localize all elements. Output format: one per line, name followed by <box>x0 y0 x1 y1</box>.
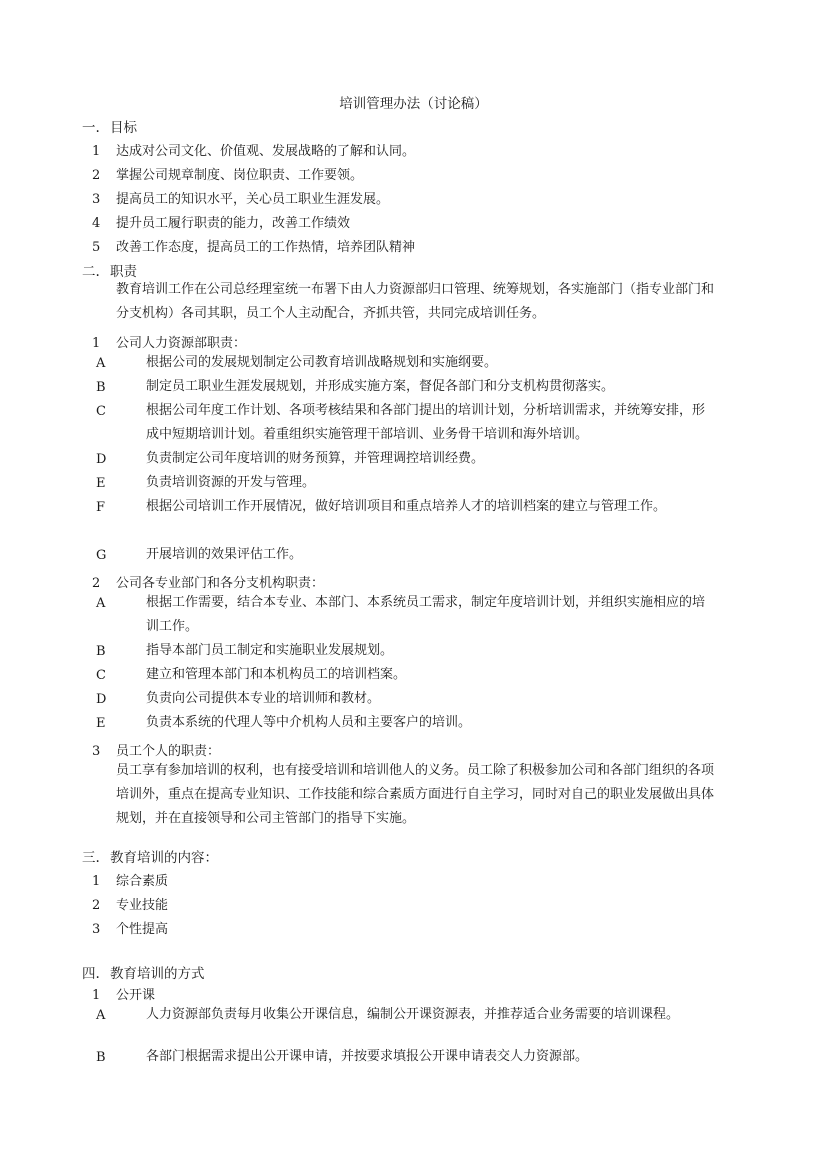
item-text: 根据公司年度工作计划、各项考核结果和各部门提出的培训计划，分析培训需求，并统筹安排，形成中短期培训计划。着重组织实施管理干部培训、业务骨干培训和海外培训。 <box>146 403 706 442</box>
item-text: 开展培训的效果评估工作。 <box>146 547 303 562</box>
section-number: 四. <box>82 966 100 982</box>
item-letter: D <box>96 452 107 467</box>
list-item: 5 改善工作态度，提高员工的工作热情，培养团队精神 <box>92 240 416 255</box>
item-letter: A <box>96 596 106 611</box>
section-number: 三. <box>82 850 100 866</box>
employee-duty-paragraph: 员工享有参加培训的权利，也有接受培训和培训他人的义务。员工除了积极参加公司和各部门组织的各项培训外，重点在提高专业知识、工作技能和综合素质方面进行自主学习，同时对自己的职业发展做出具体规划，并在直接领导和公司主管部门的指导下实施。 <box>116 763 715 826</box>
section-title: 教育培训的内容： <box>110 850 218 866</box>
section-number: 一. <box>82 120 100 136</box>
section-number: 二. <box>82 264 100 280</box>
subsection-heading: 1 公司人力资源部职责： <box>92 336 247 351</box>
section-title: 教育培训的方式 <box>110 966 205 982</box>
item-text: 制定员工职业生涯发展规划，并形成实施方案，督促各部门和分支机构贯彻落实。 <box>146 379 615 394</box>
item-text: 指导本部门员工制定和实施职业发展规划。 <box>146 643 394 658</box>
item-text: 各部门根据需求提出公开课申请，并按要求填报公开课申请表交人力资源部。 <box>146 1049 589 1064</box>
item-text: 人力资源部负责每月收集公开课信息，编制公开课资源表，并推荐适合业务需要的培训课程。 <box>146 1007 680 1022</box>
subsection-heading: 1 公开课 <box>92 988 156 1003</box>
item-text: 根据公司的发展规划制定公司教育培训战略规划和实施纲要。 <box>146 355 498 370</box>
list-item: 1 综合素质 <box>92 874 169 889</box>
item-letter: A <box>96 356 106 371</box>
list-item: 2 掌握公司规章制度、岗位职责、工作要领。 <box>92 168 364 183</box>
item-text: 负责本系统的代理人等中介机构人员和主要客户的培训。 <box>146 715 472 730</box>
item-letter: B <box>96 644 106 659</box>
item-text: 建立和管理本部门和本机构员工的培训档案。 <box>146 667 407 682</box>
subsection-heading: 2 公司各专业部门和各分支机构职责： <box>92 576 325 591</box>
item-letter: C <box>96 668 106 683</box>
list-item: 1 达成对公司文化、价值观、发展战略的了解和认同。 <box>92 144 416 159</box>
list-item: 3 提高员工的知识水平，关心员工职业生涯发展。 <box>92 192 390 207</box>
section-title: 目标 <box>110 120 137 136</box>
list-item: 4 提升员工履行职责的能力，改善工作绩效 <box>92 216 351 231</box>
item-letter: B <box>96 1050 106 1065</box>
subsection-heading: 3 员工个人的职责： <box>92 744 221 759</box>
item-text: 负责向公司提供本专业的培训师和教材。 <box>146 691 381 706</box>
section-1-heading <box>82 116 137 136</box>
list-item: 2 专业技能 <box>92 898 169 913</box>
item-text: 根据公司培训工作开展情况，做好培训项目和重点培养人才的培训档案的建立与管理工作。 <box>146 499 667 514</box>
item-letter: E <box>96 476 106 491</box>
item-text: 根据工作需要，结合本专业、本部门、本系统员工需求，制定年度培训计划，并组织实施相应的培训工作。 <box>146 595 706 634</box>
section-2-heading <box>82 260 137 280</box>
item-letter: A <box>96 1008 106 1023</box>
item-letter: D <box>96 692 107 707</box>
item-letter: F <box>96 500 106 515</box>
section-3-heading <box>82 846 218 866</box>
item-letter: G <box>96 548 107 563</box>
item-text: 负责培训资源的开发与管理。 <box>146 475 316 490</box>
section-title: 职责 <box>110 264 137 280</box>
document-title: 培训管理办法（讨论稿） <box>339 96 488 112</box>
list-item: 3 个性提高 <box>92 922 169 937</box>
item-letter: B <box>96 380 106 395</box>
section-4-heading <box>82 962 205 982</box>
item-letter: C <box>96 404 106 419</box>
item-letter: E <box>96 716 106 731</box>
section-2-intro: 教育培训工作在公司总经理室统一布署下由人力资源部归口管理、统筹规划，各实施部门（指专业部门和分支机构）各司其职，员工个人主动配合，齐抓共管，共同完成培训任务。 <box>116 282 715 321</box>
item-text: 负责制定公司年度培训的财务预算，并管理调控培训经费。 <box>146 451 485 466</box>
